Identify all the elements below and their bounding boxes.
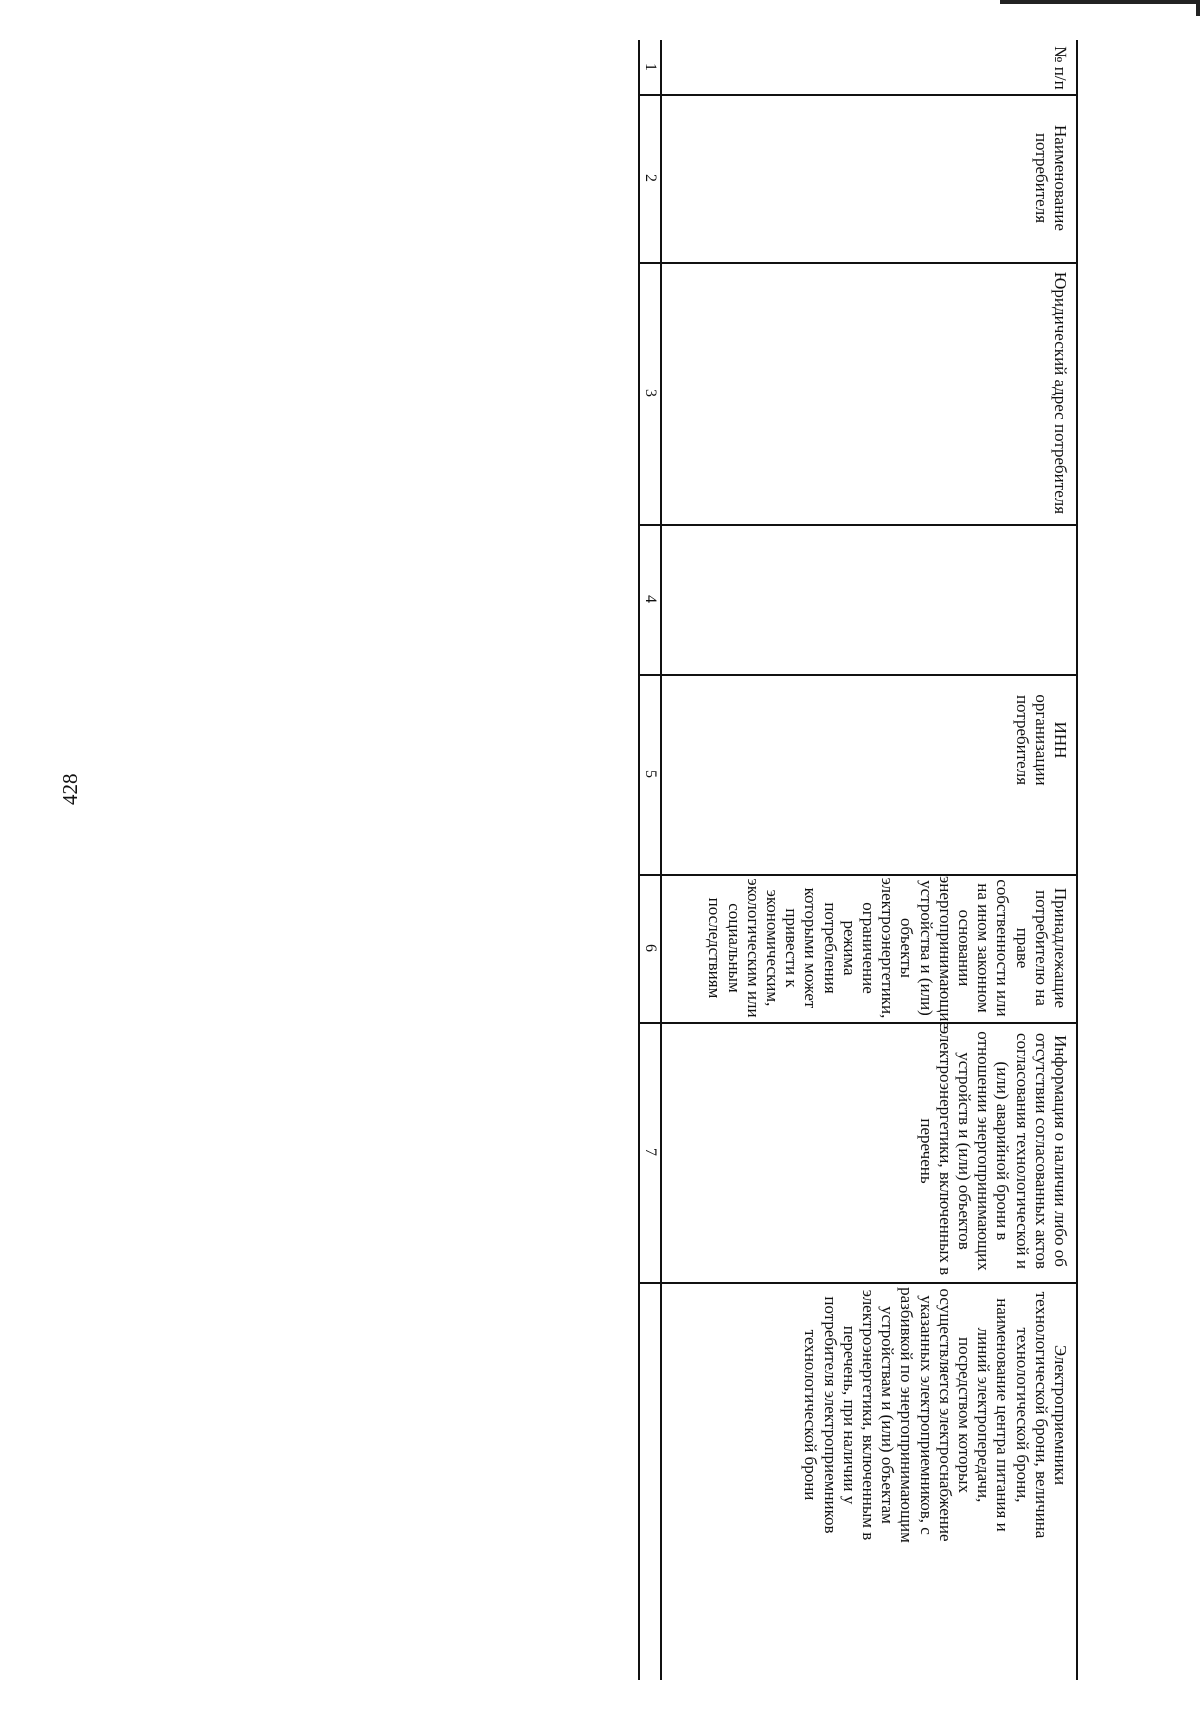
header-bottom-border — [660, 40, 662, 1680]
header-technological-reserve: Электроприемники технологической брони, величина технологической брони, наименование центра питания и линий электропередачи, посредством которых осуществляется электроснабжение указанных электроприемников, с разбивкой по энергопринимающим устройствам и (или) объектам электроэнергетики, включенным в перечень, при наличии у потребителя электроприемников технологической брони — [801, 1287, 1070, 1543]
table — [60, 40, 1100, 1680]
column-divider — [640, 1282, 1078, 1284]
column-number: 6 — [642, 944, 659, 952]
column-number: 4 — [642, 595, 659, 603]
header-reservation-acts: Информация о наличии либо об отсутствии согласованных актов согласования технологической и (или) аварийной брони в отношении энергопринимающих устройств и (или) объектов электроэнергетики, включенных в перечень — [916, 1026, 1070, 1276]
column-number: 2 — [642, 174, 659, 182]
header-energy-devices: Принадлежащие потребителю на праве собственности или на ином законном основании энергопринимающие устройства и (или) объекты электроэнергетики, ограничение режима потребления которыми может привести к экономическим, экологическим или социальным последствиям — [705, 876, 1070, 1029]
column-divider — [640, 262, 1078, 264]
column-divider — [640, 94, 1078, 96]
column-number: 3 — [642, 389, 659, 397]
column-number: 7 — [642, 1148, 659, 1156]
column-divider — [640, 524, 1078, 526]
header-legal-address: Юридический адрес потребителя — [1051, 271, 1070, 515]
column-number: 1 — [642, 63, 659, 71]
header-inn: ИНН организации потребителя — [1012, 694, 1070, 786]
page-number: 428 — [58, 773, 82, 805]
column-divider — [640, 674, 1078, 676]
table-top-border — [1076, 40, 1078, 1680]
column-number: 5 — [642, 770, 659, 778]
header-consumer-name: Наименование потребителя — [1031, 125, 1070, 231]
scan-edge-mark — [1000, 0, 1200, 4]
rotated-table-page — [60, 40, 1100, 1680]
header-number: № п/п — [1051, 46, 1070, 90]
scan-edge-mark-right — [1196, 0, 1200, 16]
